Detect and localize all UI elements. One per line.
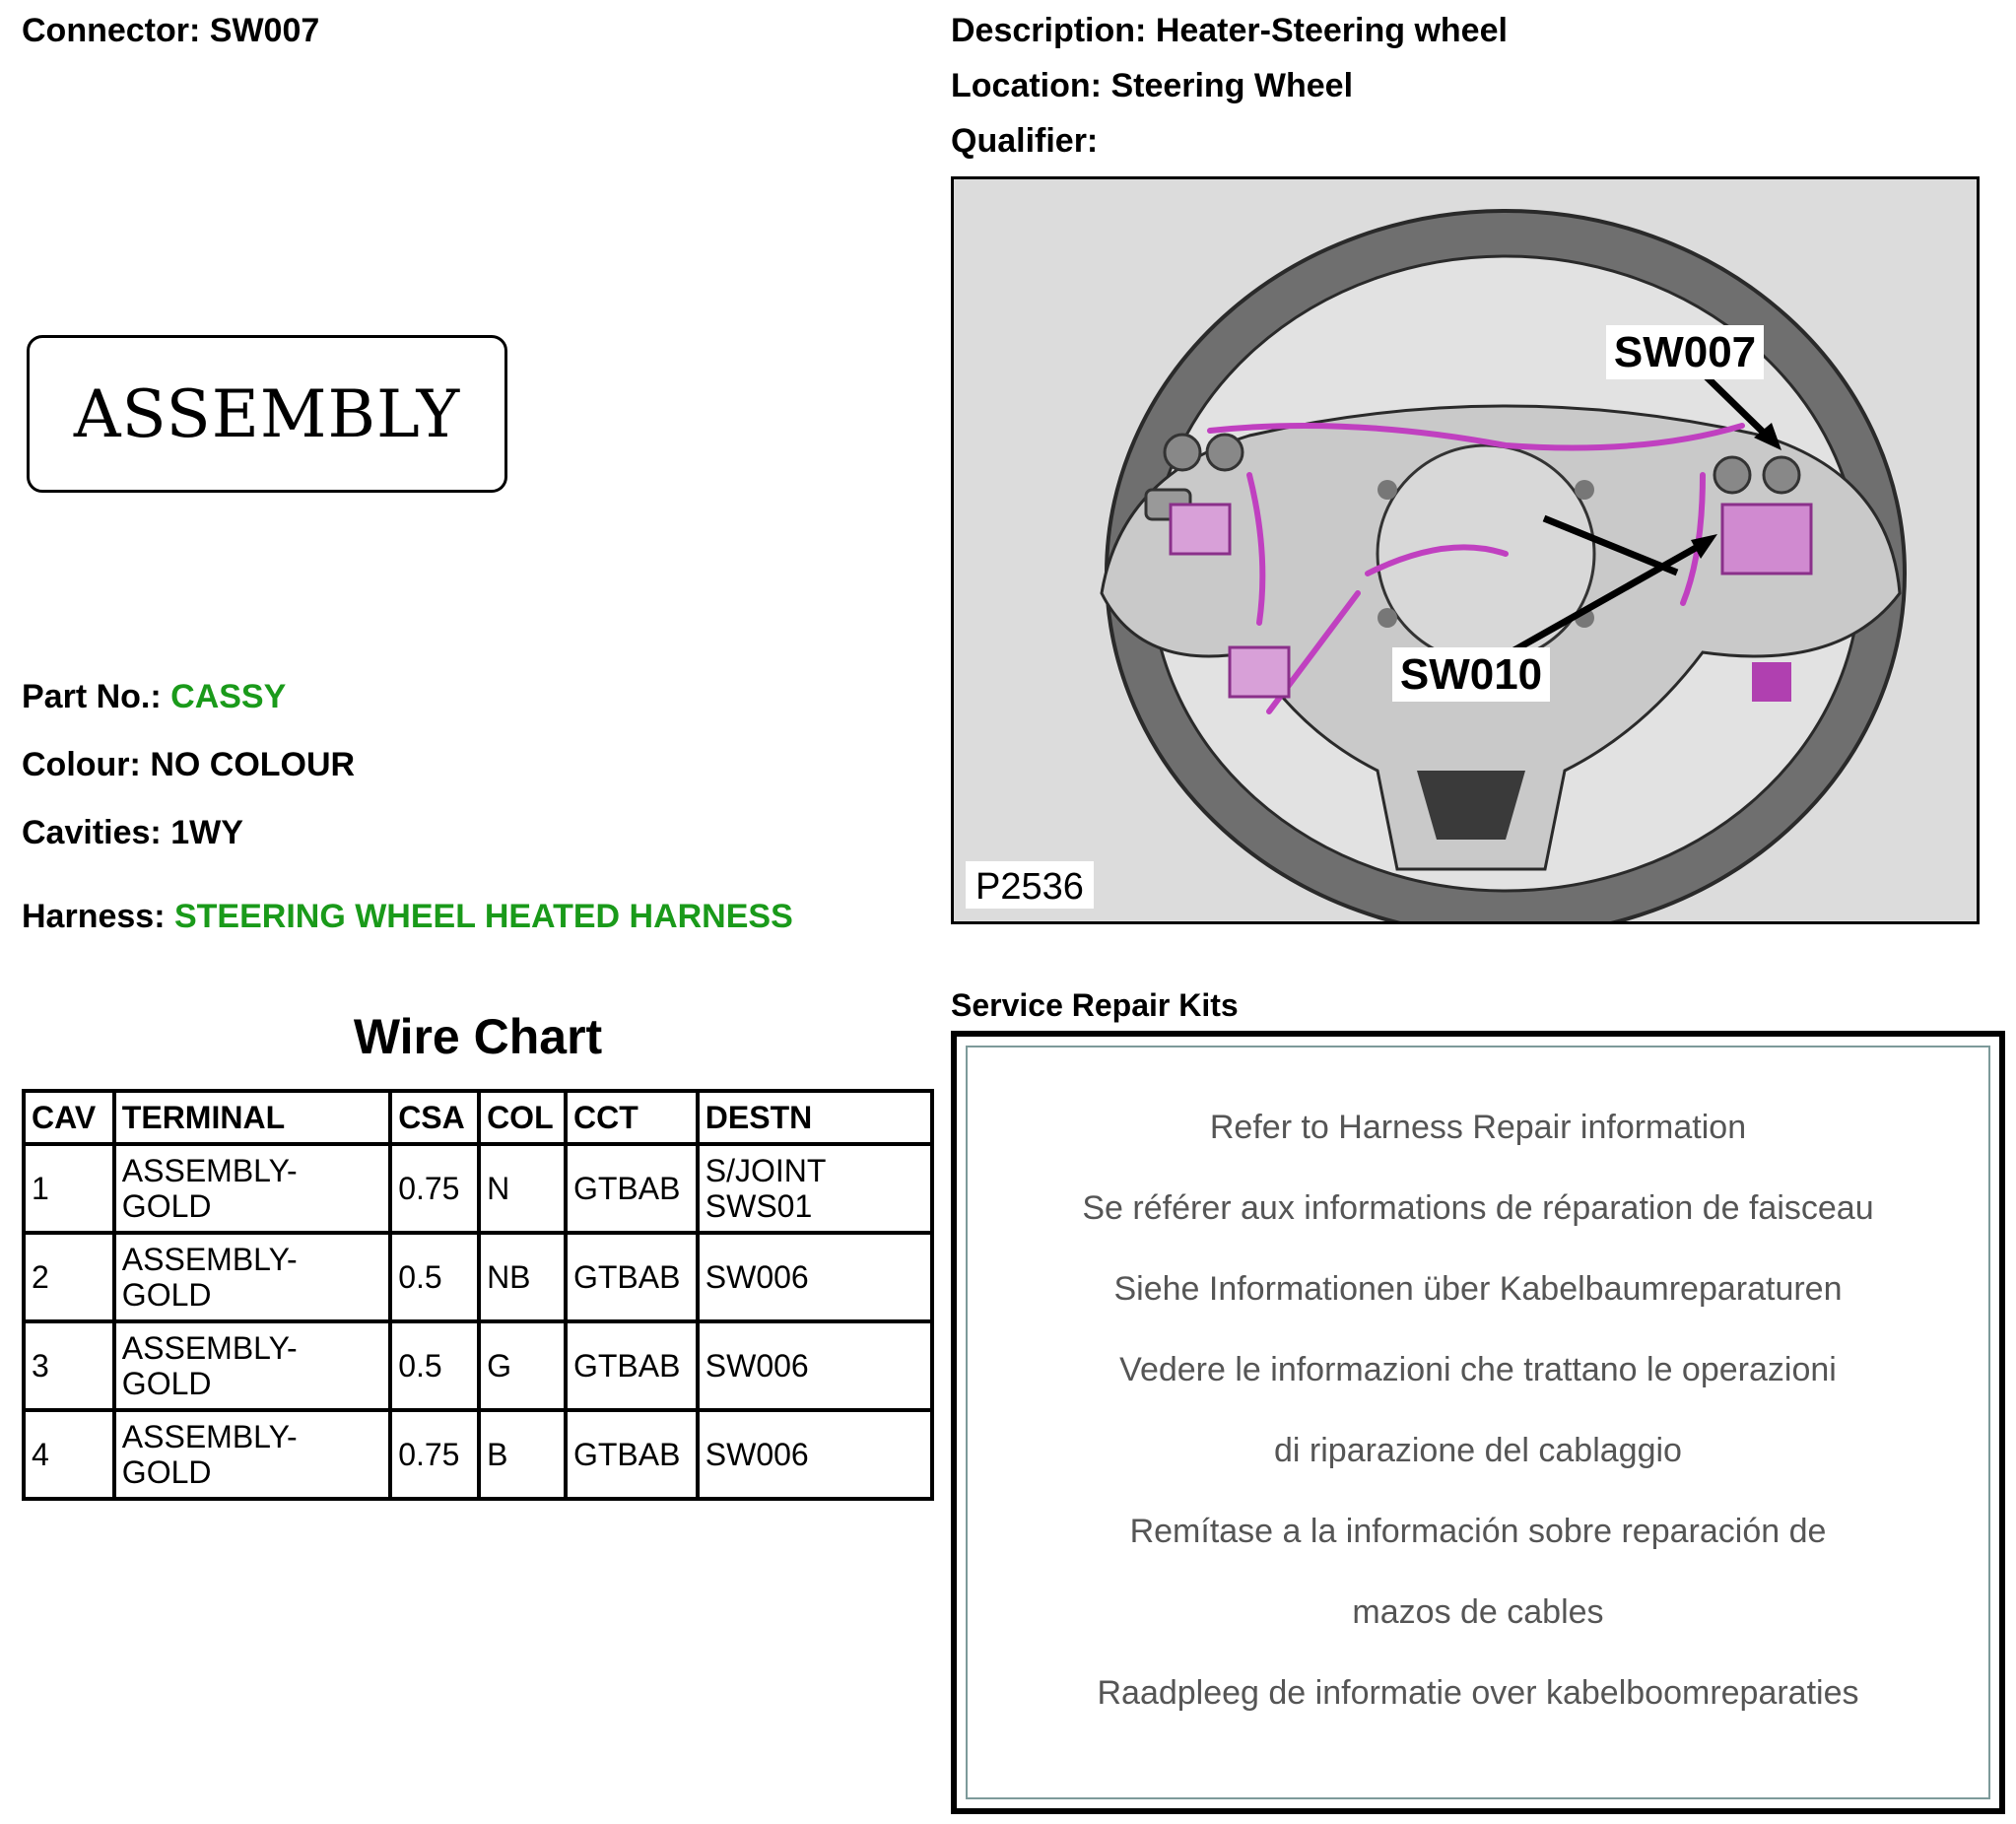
cell-terminal (114, 1410, 390, 1499)
cell-csa: 0.5 (390, 1233, 479, 1321)
connector-image (27, 335, 507, 493)
cell-terminal-line-1: ASSEMBLY- (121, 1242, 298, 1277)
cell-terminal (114, 1144, 390, 1233)
colour-line (22, 746, 355, 784)
cell-destn-line-1[interactable]: S/JOINT (705, 1153, 827, 1188)
colour-value: NO COLOUR (150, 746, 356, 783)
cell-cav: 1 (24, 1144, 114, 1233)
cell-col: NB (479, 1233, 566, 1321)
table-row (24, 1144, 932, 1233)
description-line (951, 12, 1508, 50)
cavities-label: Cavities: (22, 814, 162, 851)
harness-link[interactable]: STEERING WHEEL HEATED HARNESS (173, 898, 793, 935)
cell-cct: GTBAB (566, 1410, 698, 1499)
description-label: Description: (951, 12, 1147, 49)
cell-cct: GTBAB (566, 1144, 698, 1233)
kit-line: Siehe Informationen über Kabelbaumreparaturen (1113, 1270, 1843, 1308)
kit-line: Refer to Harness Repair information (1209, 1109, 1747, 1146)
kit-line: Raadpleeg de informatie over kabelboomreparaties (1097, 1674, 1859, 1712)
cell-terminal-line-2: GOLD (121, 1366, 212, 1401)
part-no-line (22, 678, 286, 716)
figure-id: P2536 (975, 866, 1084, 908)
cell-cct: GTBAB (566, 1233, 698, 1321)
callout-sw007: SW007 (1613, 328, 1757, 376)
cell-destn[interactable]: SW006 (698, 1410, 932, 1499)
qualifier-line (951, 122, 1098, 161)
harness-line (22, 898, 793, 936)
cell-cct: GTBAB (566, 1321, 698, 1410)
service-repair-kits-title: Service Repair Kits (951, 987, 1239, 1023)
location-value: Steering Wheel (1110, 67, 1354, 104)
wire-chart-table (22, 1089, 934, 1501)
cell-cav: 4 (24, 1410, 114, 1499)
location-line (951, 67, 1353, 105)
kit-line: Remítase a la información sobre reparación de (1129, 1513, 1827, 1550)
cavities-value: 1WY (170, 814, 243, 851)
cell-terminal (114, 1321, 390, 1410)
qualifier-label: Qualifier: (951, 122, 1099, 160)
location-label: Location: (951, 67, 1102, 104)
part-no-link[interactable]: CASSY (170, 678, 287, 715)
connector-label: Connector: (22, 12, 201, 49)
colour-label: Colour: (22, 746, 141, 783)
kit-line: Se référer aux informations de réparation de faisceau (1082, 1189, 1874, 1227)
callout-sw010: SW010 (1399, 650, 1543, 699)
steering-wheel-illustration (951, 176, 1980, 924)
cell-terminal-line-1: ASSEMBLY- (121, 1419, 298, 1454)
cell-destn[interactable]: SW006 (698, 1233, 932, 1321)
cell-destn-line-2[interactable]: SWS01 (705, 1188, 813, 1224)
kit-line: di riparazione del cablaggio (1274, 1432, 1682, 1469)
table-row (24, 1321, 932, 1410)
kit-line: Vedere le informazioni che trattano le operazioni (1119, 1351, 1837, 1388)
cell-col: N (479, 1144, 566, 1233)
wire-chart-header-row (24, 1091, 932, 1144)
col-header-col: COL (479, 1091, 566, 1144)
col-header-csa: CSA (390, 1091, 479, 1144)
cell-cav: 2 (24, 1233, 114, 1321)
cell-terminal-line-2: GOLD (121, 1277, 212, 1313)
connector-image-text: ASSEMBLY (73, 375, 461, 452)
table-row (24, 1233, 932, 1321)
part-no-label: Part No.: (22, 678, 162, 715)
col-header-terminal: TERMINAL (114, 1091, 390, 1144)
table-row (24, 1410, 932, 1499)
cell-terminal-line-2: GOLD (121, 1454, 212, 1490)
col-header-cct: CCT (566, 1091, 698, 1144)
service-repair-kits-content (966, 1046, 1990, 1799)
cell-terminal (114, 1233, 390, 1321)
cell-csa: 0.75 (390, 1410, 479, 1499)
cell-csa: 0.5 (390, 1321, 479, 1410)
cell-col: G (479, 1321, 566, 1410)
cell-col: B (479, 1410, 566, 1499)
cell-terminal-line-2: GOLD (121, 1188, 212, 1224)
cell-csa: 0.75 (390, 1144, 479, 1233)
cell-terminal-line-1: ASSEMBLY- (121, 1153, 298, 1188)
cell-destn[interactable]: SW006 (698, 1321, 932, 1410)
wire-chart-title: Wire Chart (353, 1009, 603, 1064)
description-value: Heater-Steering wheel (1155, 12, 1508, 49)
connector-heading (22, 12, 319, 50)
col-header-destn: DESTN (698, 1091, 932, 1144)
col-header-cav: CAV (24, 1091, 114, 1144)
service-repair-kits-panel (951, 1031, 2005, 1814)
cell-terminal-line-1: ASSEMBLY- (121, 1330, 298, 1366)
cell-cav: 3 (24, 1321, 114, 1410)
connector-value: SW007 (209, 12, 320, 49)
cell-destn[interactable] (698, 1144, 932, 1233)
harness-label: Harness: (22, 898, 166, 935)
cavities-line (22, 814, 243, 852)
kit-line: mazos de cables (1352, 1593, 1604, 1631)
